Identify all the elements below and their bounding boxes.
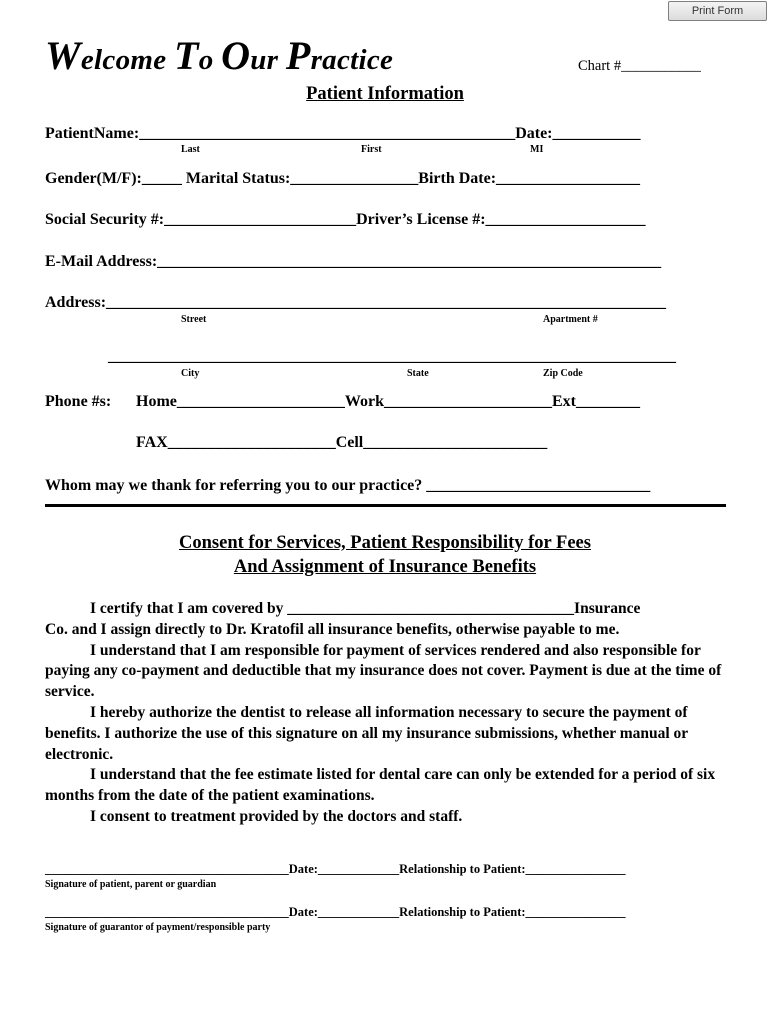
title-letter-p: P: [285, 33, 311, 78]
consent-paragraph-responsibility: I understand that I am responsible for payment of services rendered and also responsible for paying any co-payment and deductible that my insurance does not cover. Payment is due at the time of service.: [45, 641, 722, 701]
address-line2-field[interactable]: _______________________________________________________________________: [108, 348, 676, 365]
phone-label: Phone #s:: [45, 393, 112, 410]
print-form-button[interactable]: Print Form: [668, 1, 767, 21]
title-text-3: ur: [250, 44, 286, 76]
gender-marital-birthdate-field[interactable]: Gender(M/F):_____ Marital Status:________________Birth Date:__________________: [45, 170, 641, 187]
title-text-4: ractice: [310, 44, 394, 76]
section-title-patient-information: Patient Information: [306, 84, 464, 104]
consent-insurance-line[interactable]: I certify that I am covered by _____________________________________Insurance: [90, 600, 641, 617]
consent-body: [45, 599, 726, 828]
address-field[interactable]: Address:______________________________________________________________________: [45, 294, 667, 311]
caption-zip: Zip Code: [543, 368, 583, 379]
caption-guarantor-signature: Signature of guarantor of payment/responsible party: [45, 922, 271, 933]
title-letter-t: T: [173, 33, 199, 78]
title-letter-o: O: [221, 33, 251, 78]
title-text-2: o: [198, 44, 222, 76]
fax-cell-field[interactable]: FAX_____________________Cell_______________________: [136, 434, 548, 451]
section-divider: [45, 504, 726, 507]
caption-city: City: [181, 368, 200, 379]
consent-heading-2: And Assignment of Insurance Benefits: [233, 557, 537, 577]
consent-paragraph-authorization: I hereby authorize the dentist to release all information necessary to secure the payment of benefits. I authorize the use of this signature on all my insurance submissions, whether manual or electronic.: [45, 703, 688, 763]
consent-heading-1: Consent for Services, Patient Responsibility for Fees: [179, 533, 591, 553]
consent-paragraph-treatment: I consent to treatment provided by the doctors and staff.: [90, 807, 463, 825]
caption-patient-signature: Signature of patient, parent or guardian: [45, 879, 217, 890]
caption-last: Last: [181, 144, 200, 155]
caption-apartment: Apartment #: [543, 314, 598, 325]
guarantor-signature-field[interactable]: _______________________________________Date:_____________Relationship to Patient:________________: [45, 905, 626, 919]
chart-number-field[interactable]: Chart #___________: [578, 58, 701, 74]
title-letter-w: W: [45, 33, 81, 78]
ssn-license-field[interactable]: Social Security #:________________________Driver’s License #:____________________: [45, 211, 646, 228]
caption-mi: MI: [530, 144, 544, 155]
consent-assign-line: Co. and I assign directly to Dr. Kratofil all insurance benefits, otherwise payable to me.: [45, 620, 620, 638]
email-field[interactable]: E-Mail Address:_______________________________________________________________: [45, 253, 662, 270]
caption-state: State: [407, 368, 429, 379]
consent-paragraph-estimate: I understand that the fee estimate listed for dental care can only be extended for a period of six months from the date of the patient examinations.: [45, 766, 716, 805]
patient-signature-field[interactable]: _______________________________________Date:_____________Relationship to Patient:________________: [45, 862, 626, 876]
caption-first: First: [361, 144, 382, 155]
caption-street: Street: [181, 314, 207, 325]
title-text-1: elcome: [80, 44, 174, 76]
patient-name-field[interactable]: PatientName:_______________________________________________Date:___________: [45, 125, 641, 142]
referral-field[interactable]: Whom may we thank for referring you to our practice? ____________________________: [45, 477, 651, 494]
phone-home-work-ext-field[interactable]: Home_____________________Work_____________________Ext________: [136, 393, 640, 410]
page-title: [45, 32, 393, 79]
